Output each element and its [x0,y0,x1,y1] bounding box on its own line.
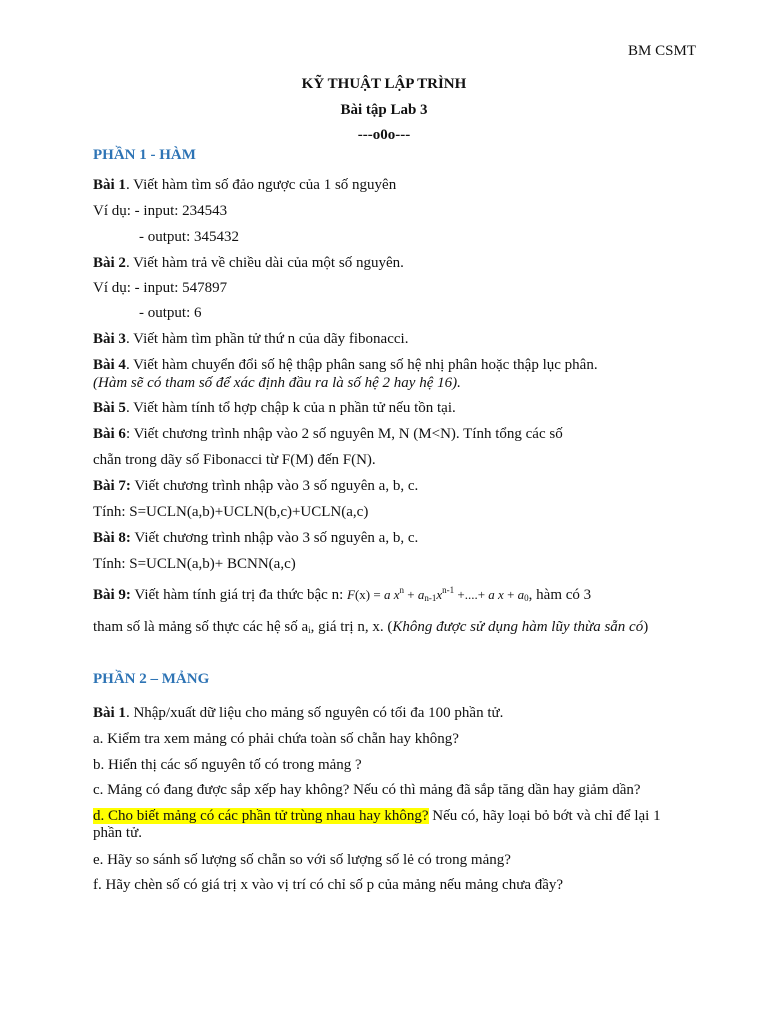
part2-heading: PHẦN 2 – MẢNG [93,671,210,687]
p1-ex7-formula: Tính: S=UCLN(a,b)+UCLN(b,c)+UCLN(a,c) [93,504,369,520]
p1-exercise-8: Bài 8: Viết chương trình nhập vào 3 số nguyên a, b, c. [93,530,419,546]
p1-exercise-9-cont: tham số là mảng số thực các hệ số $a_i$, giá trị n, x. (Không được sử dụng hàm lũy thừa sẵn có) [93,619,649,635]
p2-item-a: a. Kiểm tra xem mảng có phải chứa toàn số chẵn hay không? [93,731,459,747]
doc-separator: ---o0o--- [357,127,411,143]
part1-heading: PHẦN 1 - HÀM [93,147,196,163]
p2-exercise-1: Bài 1. Nhập/xuất dữ liệu cho mảng số nguyên có tối đa 100 phần tử. [93,705,504,721]
p1-ex2-input: Ví dụ: - input: 547897 [93,280,228,296]
p1-exercise-2: Bài 2. Viết hàm trả về chiều dài của một số nguyên. [93,255,404,271]
doc-subtitle: Bài tập Lab 3 [340,102,428,118]
content [93,145,675,895]
p2-item-f: f. Hãy chèn số có giá trị x vào vị trí có chỉ số p của mảng nếu mảng chưa đầy? [93,877,564,893]
p1-exercise-3: Bài 3. Viết hàm tìm phần tử thứ n của dãy fibonacci. [93,331,409,347]
highlighted-text: d. Cho biết mảng có các phần tử trùng nhau hay không? [93,808,429,824]
p2-item-b: b. Hiển thị các số nguyên tố có trong mảng ? [93,757,362,773]
p1-ex1-input: Ví dụ: - input: 234543 [93,203,228,219]
header-org: BM CSMT [628,43,696,59]
p1-exercise-5: Bài 5. Viết hàm tính tổ hợp chập k của n phần tử nếu tồn tại. [93,400,456,416]
p1-exercise-4: Bài 4. Viết hàm chuyển đổi số hệ thập phân sang số hệ nhị phân hoặc thập lục phân. (Hàm sẽ có tham số để xác định đầu ra là số hệ 2 hay hệ 16). [93,357,598,391]
doc-title: KỸ THUẬT LẬP TRÌNH [301,76,467,92]
p2-item-c: c. Mảng có đang được sắp xếp hay không? Nếu có thì mảng đã sắp tăng dần hay giảm dần? [93,782,641,798]
p1-exercise-9: Bài 9: Viết hàm tính giá trị đa thức bậc n: F(x) = a $x^n + a_{n-1}x^{n-1}$ +....+ a $x + a_0$, hàm có 3 [93,585,592,603]
polynomial-formula: F(x) = a $x^n + a_{n-1}x^{n-1}$ +....+ a $x + a_0$ [347,585,529,603]
p2-item-d: d. Cho biết mảng có các phần tử trùng nhau hay không? Nếu có, hãy loại bỏ bớt và chỉ để lại 1 phần tử. [93,808,661,841]
p1-ex1-output: - output: 345432 [139,229,239,245]
p1-exercise-6-cont: chẵn trong dãy số Fibonacci từ F(M) đến F(N). [93,452,376,468]
p1-exercise-1: Bài 1. Viết hàm tìm số đảo ngược của 1 số nguyên [93,177,397,193]
p1-ex2-output: - output: 6 [139,305,202,321]
p2-item-e: e. Hãy so sánh số lượng số chẵn so với số lượng số lẻ có trong mảng? [93,852,511,868]
p1-ex8-formula: Tính: S=UCLN(a,b)+ BCNN(a,c) [93,556,296,572]
p1-exercise-7: Bài 7: Viết chương trình nhập vào 3 số nguyên a, b, c. [93,478,419,494]
p1-exercise-6: Bài 6: Viết chương trình nhập vào 2 số nguyên M, N (M<N). Tính tổng các số [93,426,563,442]
